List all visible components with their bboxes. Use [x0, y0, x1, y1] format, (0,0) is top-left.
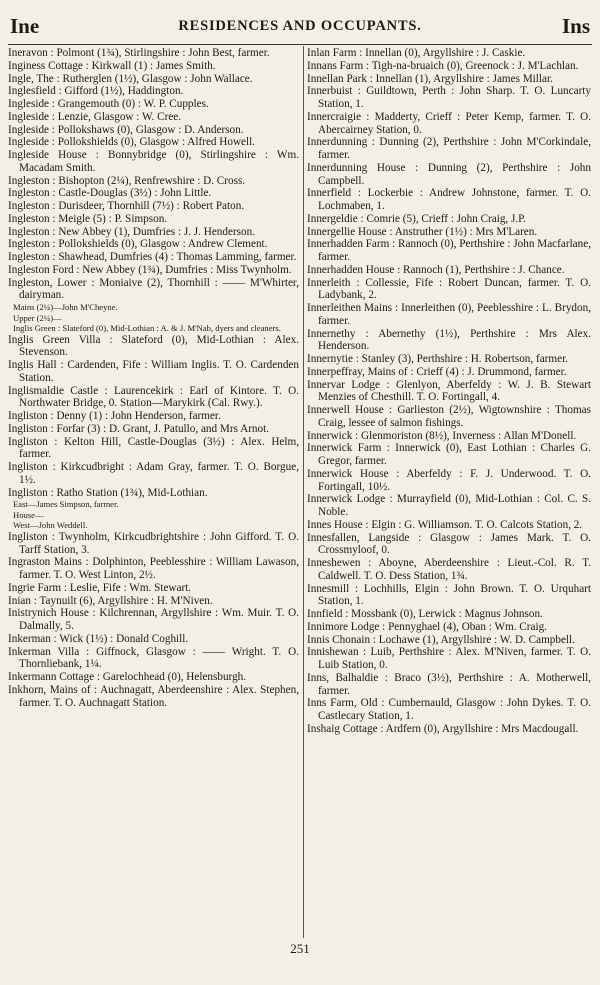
directory-entry: Inneshewen : Aboyne, Aberdeenshire : Lieut.-Col. R. T. Caldwell. T. O. Dess Station, 1¾.: [307, 557, 591, 582]
directory-entry: Ingleston : Castle-Douglas (3½) : John Little.: [8, 187, 212, 200]
directory-entry: Innerleith : Collessie, Fife : Robert Duncan, farmer. T. O. Ladybank, 2.: [307, 276, 591, 302]
directory-entry: Innerhadden Farm : Rannoch (0), Perthshire : John Macfarlane, farmer.: [307, 238, 591, 263]
directory-entry: Innerdunning : Dunning (2), Perthshire : John M'Corkindale, farmer.: [307, 136, 591, 161]
directory-entry: Ingleside : Grangemouth (0) : W. P. Cupples.: [8, 98, 209, 110]
directory-entry: Inshaig Cottage : Ardfern (0), Argyllshire : Mrs Macdougall.: [307, 722, 579, 735]
column-divider: [303, 46, 304, 938]
directory-entry: Innerhadden House : Rannoch (1), Perthshire : J. Chance.: [307, 263, 565, 276]
directory-entry: Innervar Lodge : Glenlyon, Aberfeldy : W. J. B. Stewart Menzies of Chesthill. T. O. Fortingall, 4.: [307, 378, 591, 404]
directory-entry: Ingleston : Pollokshields (0), Glasgow : Andrew Clement.: [8, 238, 268, 251]
directory-entry: Inginess Cottage : Kirkwall (1) : James Smith.: [8, 59, 216, 72]
directory-entry: Ingrie Farm : Leslie, Fife : Wm. Stewart.: [8, 581, 192, 594]
directory-entry: Inistrynich House : Kilchrennan, Argyllshire : Wm. Muir. T. O. Dalmally, 5.: [8, 607, 299, 632]
directory-entry: Innfield : Mossbank (0), Lerwick : Magnus Johnson.: [307, 608, 543, 620]
directory-entry: Inglismaldie Castle : Laurencekirk : Earl of Kintore. T. O. Northwater Bridge, 0. Station—Marykirk (Cal. Rwy.).: [8, 384, 299, 410]
directory-sub-entry: East—James Simpson, farmer.: [13, 499, 119, 510]
directory-entry: Ingleside : Pollokshaws (0), Glasgow : D. Anderson.: [8, 123, 244, 136]
directory-entry: Ingraston Mains : Dolphinton, Peeblesshire : William Lawason, farmer. T. O. West Linton, 2½.: [8, 556, 299, 581]
directory-entry: Ingliston : Denny (1) : John Henderson, farmer.: [8, 410, 221, 422]
directory-entry: Innimore Lodge : Pennyghael (4), Oban : Wm. Craig.: [307, 620, 547, 633]
directory-entry: Ingleston, Lower : Moniaive (2), Thornhill : —— M'Whirter, dairyman.: [8, 276, 299, 302]
right-column: [307, 47, 591, 937]
directory-entry: Inlan Farm : Innellan (0), Argyllshire : J. Caskie.: [307, 47, 526, 59]
directory-entry: Ingleside : Lenzie, Glasgow : W. Cree.: [8, 110, 182, 123]
directory-entry: Inkerman Villa : Giffnock, Glasgow : —— Wright. T. O. Thornliebank, 1¼.: [8, 645, 299, 671]
directory-entry: Inns, Balhaldie : Braco (3½), Perthshire : A. Motherwell, farmer.: [307, 671, 591, 697]
directory-entry: Ingliston : Kirkcudbright : Adam Gray, farmer. T. O. Borgue, 1½.: [8, 461, 299, 486]
directory-entry: Innergeldie : Comrie (5), Crieff : John Craig, J.P.: [307, 212, 526, 225]
directory-entry: Innesfallen, Langside : Glasgow : James Mark. T. O. Crossmyloof, 0.: [307, 531, 591, 557]
directory-entry: Innesmill : Lochhills, Elgin : John Brown. T. O. Urquhart Station, 1.: [307, 582, 591, 608]
directory-entry: Innerwick : Glenmoriston (8½), Inverness : Allan M'Donell.: [307, 429, 577, 442]
header-title: RESIDENCES AND OCCUPANTS.: [178, 18, 422, 34]
directory-entry: Ingleston Ford : New Abbey (1¾), Dumfries : Miss Twynholm.: [8, 263, 292, 276]
directory-entry: Ingle, The : Rutherglen (1½), Glasgow : John Wallace.: [8, 72, 253, 85]
directory-entry: Ingleston : Meigle (5) : P. Simpson.: [8, 212, 168, 225]
page-number: 251: [290, 941, 310, 956]
directory-sub-entry: West—John Weddell.: [13, 520, 88, 531]
directory-sub-entry: Inglis Green : Slateford (0), Mid-Lothian : A. & J. M'Nab, dyers and cleaners.: [13, 323, 281, 333]
directory-entry: Innans Farm : Tigh-na-bruaich (0), Greenock : J. M'Lachlan.: [307, 59, 579, 72]
directory-entry: Ineravon : Polmont (1¾), Stirlingshire : John Best, farmer.: [8, 47, 270, 59]
directory-entry: Innerwick Farm : Innerwick (0), East Lothian : Charles G. Gregor, farmer.: [307, 442, 591, 467]
directory-entry: Innerleithen Mains : Innerleithen (0), Peeblesshire : L. Brydon, farmer.: [307, 302, 591, 327]
header-rule: [8, 44, 592, 45]
page-header: [10, 14, 590, 42]
directory-entry: Ingleston : Durisdeer, Thornhill (7½) : Robert Paton.: [8, 200, 245, 212]
directory-entry: Innerdunning House : Dunning (2), Perthshire : John Campbell.: [307, 161, 591, 187]
directory-entry: Innernethy : Abernethy (1½), Perthshire : Mrs Alex. Henderson.: [307, 327, 591, 353]
header-right-guideword: Ins: [561, 14, 590, 38]
directory-entry: Inkhorn, Mains of : Auchnagatt, Aberdeenshire : Alex. Stephen, farmer. T. O. Auchnagatt Station.: [8, 683, 299, 709]
directory-entry: Innellan Park : Innellan (1), Argyllshire : James Millar.: [307, 72, 553, 85]
directory-entry: Innercraigie : Madderty, Crieff : Peter Kemp, farmer. T. O. Abercairney Station, 0.: [307, 110, 591, 136]
directory-entry: Ingleston : New Abbey (1), Dumfries : J. J. Henderson.: [8, 225, 256, 238]
header-left-guideword: Ine: [10, 14, 40, 38]
directory-entry: Innerwell House : Garlieston (2½), Wigtownshire : Thomas Craig, lessee of salmon fishings.: [307, 404, 591, 429]
directory-entry: Ingleside : Pollokshields (0), Glasgow : Alfred Howell.: [8, 136, 256, 149]
directory-entry: Inkermann Cottage : Garelochhead (0), Helensburgh.: [8, 671, 247, 683]
directory-entry: Ingleside House : Bonnybridge (0), Stirlingshire : Wm. Macadam Smith.: [8, 149, 299, 174]
directory-entry: Inns Farm, Old : Cumbernauld, Glasgow : John Dykes. T. O. Castlecary Station, 1.: [307, 697, 591, 722]
directory-entry: Ingliston : Forfar (3) : D. Grant, J. Patullo, and Mrs Arnot.: [8, 422, 270, 435]
directory-entry: Innerpeffray, Mains of : Crieff (4) : J. Drummond, farmer.: [307, 365, 567, 378]
directory-entry: Innes House : Elgin : G. Williamson. T. O. Calcots Station, 2.: [307, 518, 583, 531]
directory-entry: Inglesfield : Gifford (1½), Haddington.: [8, 85, 184, 98]
directory-entry: Innerfield : Lockerbie : Andrew Johnstone, farmer. T. O. Lochmaben, 1.: [307, 187, 591, 212]
directory-entry: Ingliston : Twynholm, Kirkcudbrightshire : John Gifford. T. O. Tarff Station, 3.: [8, 530, 299, 556]
directory-entry: Ingleston : Shawhead, Dumfries (4) : Thomas Lamming, farmer.: [8, 251, 297, 263]
directory-entry: Inglis Hall : Cardenden, Fife : William Inglis. T. O. Cardenden Station.: [8, 359, 299, 384]
directory-entry: Innis Chonain : Lochawe (1), Argyllshire : W. D. Campbell.: [307, 633, 575, 646]
directory-entry: Inkerman : Wick (1½) : Donald Coghill.: [8, 632, 189, 645]
directory-entry: Ingliston : Ratho Station (1¾), Mid-Lothian.: [8, 486, 208, 499]
directory-entry: Ingleston : Bishopton (2¼), Renfrewshire : D. Cross.: [8, 174, 246, 187]
left-column: [8, 47, 299, 937]
directory-sub-entry: House—: [13, 509, 44, 520]
directory-entry: Inian : Taynuilt (6), Argyllshire : H. M'Niven.: [8, 594, 213, 607]
directory-entry: Innernytie : Stanley (3), Perthshire : H. Robertson, farmer.: [307, 353, 568, 365]
directory-entry: Innergellie House : Anstruther (1½) : Mrs M'Laren.: [307, 225, 538, 238]
directory-entry: Ingliston : Kelton Hill, Castle-Douglas (3½) : Alex. Helm, farmer.: [8, 435, 299, 461]
directory-sub-entry: Upper (2¼)—: [13, 312, 62, 323]
directory-entry: Innerwick House : Aberfeldy : F. J. Underwood. T. O. Fortingall, 10½.: [307, 467, 591, 493]
directory-entry: Innerbuist : Guildtown, Perth : John Sharp. T. O. Luncarty Station, 1.: [307, 85, 591, 110]
directory-sub-entry: Mains (2¼)—John M'Cheyne.: [13, 302, 118, 312]
directory-entry: Innerwick Lodge : Murrayfield (0), Mid-Lothian : Col. C. S. Noble.: [307, 493, 591, 518]
directory-entry: Inglis Green Villa : Slateford (0), Mid-Lothian : Alex. Stevenson.: [8, 333, 299, 359]
directory-entry: Innishewan : Luib, Perthshire : Alex. M'Niven, farmer. T. O. Luib Station, 0.: [307, 646, 591, 671]
